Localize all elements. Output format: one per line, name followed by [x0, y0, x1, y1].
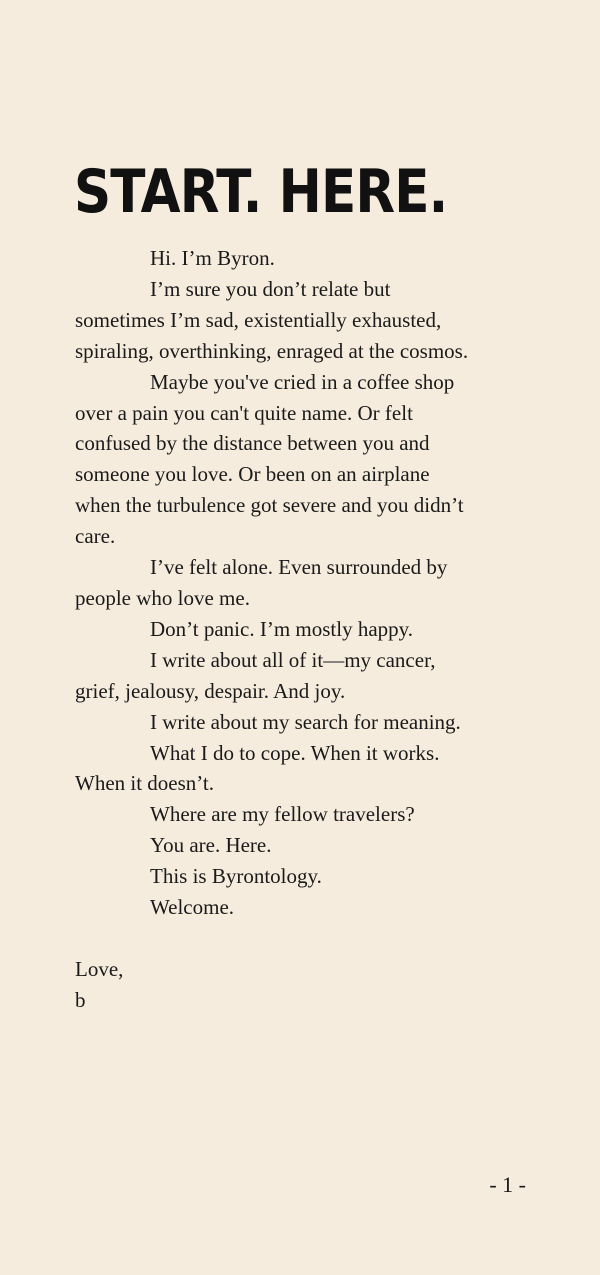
page-title: START. HERE. [74, 157, 448, 227]
text-line: Where are my fellow travelers? [150, 802, 415, 827]
signoff-initial: b [75, 987, 86, 1012]
text-line: When it doesn’t. [75, 771, 215, 796]
text-line: Maybe you've cried in a coffee shop [150, 369, 455, 394]
text-line: Welcome. [150, 895, 235, 920]
text-line: grief, jealousy, despair. And joy. [75, 678, 346, 703]
page-number: - 1 - [489, 1172, 526, 1197]
text-line: This is Byrontology. [150, 864, 322, 889]
text-line: I write about my search for meaning. [150, 709, 461, 734]
text-line: I write about all of it—my cancer, [150, 647, 436, 672]
text-line: confused by the distance between you and [75, 431, 430, 456]
text-line: people who love me. [75, 585, 250, 610]
text-line: What I do to cope. When it works. [150, 740, 440, 765]
letter-body [75, 243, 545, 1016]
text-line: I’m sure you don’t relate but [150, 276, 391, 301]
text-line: You are. Here. [150, 833, 272, 858]
text-line: spiraling, overthinking, enraged at the cosmos. [75, 338, 469, 363]
text-line: sometimes I’m sad, existentially exhausted, [75, 307, 442, 332]
text-line: I’ve felt alone. Even surrounded by [150, 555, 448, 580]
spacer [75, 923, 545, 954]
text-line: over a pain you can't quite name. Or felt [75, 400, 413, 425]
text-line: care. [75, 524, 116, 549]
signoff-closing: Love, [75, 956, 124, 981]
text-line: when the turbulence got severe and you didn’t [75, 493, 464, 518]
text-line: Hi. I’m Byron. [150, 246, 275, 270]
text-line: someone you love. Or been on an airplane [75, 462, 430, 487]
text-line: Don’t panic. I’m mostly happy. [150, 616, 414, 641]
